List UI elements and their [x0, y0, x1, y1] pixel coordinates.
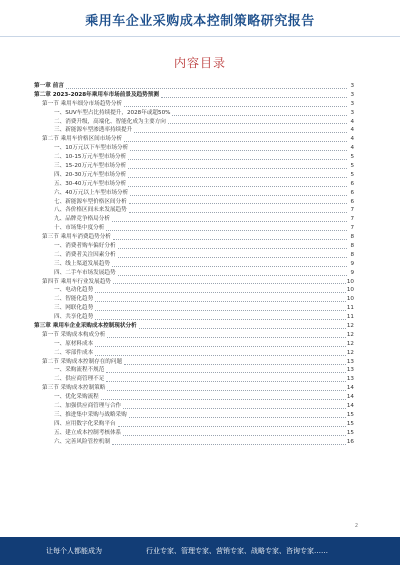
toc-leader-dots — [112, 221, 347, 222]
toc-entry-label: 一、电动化趋势 — [54, 287, 94, 294]
toc-entry-label: 八、各价格区间未来发展趋势 — [54, 207, 127, 214]
toc-entry[interactable] — [34, 340, 354, 349]
toc-entry-page: 3 — [350, 109, 354, 116]
toc-leader-dots — [95, 301, 346, 302]
toc-leader-dots — [124, 364, 346, 365]
toc-leader-dots — [118, 257, 347, 258]
toc-entry[interactable] — [34, 251, 354, 260]
toc-entry[interactable] — [34, 206, 354, 215]
toc-leader-dots — [118, 248, 347, 249]
toc-entry-label: 一、优化采购流程 — [54, 394, 99, 401]
toc-entry-label: 四、20-30万元车型市场分析 — [54, 171, 127, 178]
toc-entry-label: 第一章 前言 — [34, 82, 64, 89]
toc-leader-dots — [168, 123, 347, 124]
toc-entry-label: 一、原材料成本 — [54, 340, 94, 347]
toc-entry[interactable] — [34, 242, 354, 251]
toc-entry-label: 五、30-40万元车型市场分析 — [54, 180, 127, 187]
footer-tagline: 行业专家、管理专家、营销专家、战略专家、咨询专家…… — [146, 547, 328, 555]
toc-entry-label: 四、二手车市场发展趋势 — [54, 269, 116, 276]
toc-leader-dots — [172, 115, 347, 116]
toc-heading: 内容目录 — [173, 56, 226, 70]
toc-entry-label: 四、共享化趋势 — [54, 314, 94, 321]
toc-entry[interactable] — [34, 286, 354, 295]
toc-entry-label: 三、15-20万元车型市场分析 — [54, 163, 127, 169]
toc-entry[interactable] — [34, 393, 354, 402]
toc-entry[interactable] — [34, 109, 354, 118]
toc-leader-dots — [113, 283, 346, 284]
toc-entry-label: 二、智能化趋势 — [54, 296, 94, 303]
toc-entry[interactable] — [34, 233, 354, 242]
toc-leader-dots — [106, 381, 346, 382]
toc-entry-label: 第三节 采购成本控制策略 — [42, 385, 106, 392]
toc-entry-page: 10 — [346, 287, 354, 294]
toc-entry-label: 一、采购流程不规范 — [54, 367, 105, 374]
toc-entry-label: 二、供应商管理不足 — [54, 376, 105, 383]
toc-entry[interactable] — [34, 135, 354, 144]
toc-entry[interactable] — [34, 322, 354, 331]
toc-entry[interactable] — [34, 304, 354, 313]
toc-leader-dots — [128, 159, 347, 160]
toc-entry-label: 六、40万元以上车型市场分析 — [54, 189, 129, 196]
toc-entry-page: 14 — [346, 385, 354, 392]
toc-entry-label: 一、SUV车型占比持续提升，2028年或超50% — [54, 109, 171, 116]
toc-leader-dots — [130, 195, 347, 196]
toc-entry-page: 4 — [350, 136, 354, 143]
toc-entry-label: 三、新能源车型渗透率持续提升 — [54, 127, 133, 134]
toc-entry[interactable] — [34, 358, 354, 367]
toc-leader-dots — [129, 203, 347, 204]
toc-entry[interactable] — [34, 126, 354, 135]
toc-entry-label: 二、消费升级，高端化、智能化成为主要方向 — [54, 118, 166, 125]
toc-entry[interactable] — [34, 82, 354, 91]
toc-leader-dots — [124, 141, 347, 142]
toc-entry-page: 15 — [346, 420, 354, 427]
toc-leader-dots — [118, 275, 347, 276]
toc-entry[interactable] — [34, 171, 354, 180]
toc-entry-label: 第二节 乘用车价格区间市场分析 — [42, 136, 123, 143]
toc-entry[interactable] — [34, 162, 354, 171]
report-title: 乘用车企业采购成本控制策略研究报告 — [85, 14, 315, 29]
toc-entry-page: 6 — [350, 189, 354, 196]
toc-entry[interactable] — [34, 278, 354, 287]
toc-entry-page: 5 — [350, 154, 354, 161]
toc-entry-page: 5 — [350, 163, 354, 169]
toc-entry-label: 第二节 采购成本控制存在的问题 — [42, 358, 123, 365]
toc-leader-dots — [113, 239, 347, 240]
toc-entry-page: 9 — [350, 269, 354, 276]
toc-entry-label: 第一节 乘用车细分市场趋势分析 — [42, 100, 123, 107]
toc-entry-page: 9 — [350, 260, 354, 267]
toc-entry-label: 三、线上渠道发展趋势 — [54, 260, 110, 267]
toc-entry[interactable] — [34, 420, 354, 429]
toc-entry-label: 第四节 乘用车行业发展趋势 — [42, 278, 111, 285]
toc-entry-page: 3 — [350, 82, 354, 89]
toc-entry[interactable] — [34, 331, 354, 340]
toc-entry[interactable] — [34, 402, 354, 411]
toc-leader-dots — [95, 346, 346, 347]
toc-leader-dots — [129, 212, 347, 213]
toc-entry-page: 3 — [350, 91, 354, 98]
toc-entry-page: 10 — [346, 278, 354, 285]
toc-entry-page: 5 — [350, 171, 354, 178]
toc-entry-page: 12 — [346, 331, 354, 338]
toc-entry[interactable] — [34, 411, 354, 420]
toc-entry-page: 16 — [346, 438, 354, 445]
toc-entry[interactable] — [34, 153, 354, 162]
toc-entry-page: 8 — [350, 234, 354, 241]
toc-entry-page: 13 — [346, 358, 354, 365]
toc-entry-label: 十、市场集中度分析 — [54, 225, 105, 232]
toc-entry-label: 一、消费者购车偏好分析 — [54, 243, 116, 250]
toc-entry-label: 一、10万元以下车型市场分析 — [54, 145, 129, 152]
toc-entry[interactable] — [34, 349, 354, 358]
toc-leader-dots — [128, 177, 347, 178]
toc-entry-page: 12 — [346, 349, 354, 356]
toc-leader-dots — [112, 266, 347, 267]
toc-entry[interactable] — [34, 295, 354, 304]
toc-entry[interactable] — [34, 269, 354, 278]
toc-leader-dots — [106, 372, 346, 373]
toc-entry-page: 13 — [346, 367, 354, 374]
toc-entry[interactable] — [34, 215, 354, 224]
table-of-contents — [34, 82, 354, 447]
toc-leader-dots — [130, 150, 347, 151]
toc-leader-dots — [129, 417, 346, 418]
footer-bar — [0, 537, 400, 565]
toc-leader-dots — [134, 132, 347, 133]
toc-entry-label: 五、建立成本控制考核体系 — [54, 429, 122, 436]
toc-leader-dots — [95, 292, 346, 293]
toc-entry[interactable] — [34, 180, 354, 189]
toc-entry-page: 12 — [346, 340, 354, 347]
page-number: 2 — [354, 523, 358, 529]
toc-entry-label: 二、加强供应商管理与合作 — [54, 403, 122, 410]
toc-entry-page: 3 — [350, 100, 354, 107]
toc-leader-dots — [107, 390, 346, 391]
toc-entry[interactable] — [34, 189, 354, 198]
toc-entry-label: 第三章 乘用车企业采购成本控制现状分析 — [34, 323, 137, 330]
toc-entry-page: 15 — [346, 429, 354, 436]
toc-leader-dots — [161, 97, 347, 98]
toc-leader-dots — [101, 399, 346, 400]
toc-entry[interactable] — [34, 429, 354, 438]
toc-leader-dots — [106, 230, 347, 231]
toc-entry-page: 8 — [350, 243, 354, 250]
toc-entry-page: 14 — [346, 403, 354, 410]
toc-entry-label: 第二章 2023-2028年乘用车市场前景及趋势预测 — [34, 91, 159, 98]
toc-entry-page: 7 — [350, 207, 354, 214]
toc-leader-dots — [95, 319, 346, 320]
toc-entry[interactable] — [34, 375, 354, 384]
toc-entry[interactable] — [34, 91, 354, 100]
toc-entry[interactable] — [34, 224, 354, 233]
toc-entry-page: 6 — [350, 180, 354, 187]
toc-leader-dots — [66, 88, 347, 89]
toc-entry[interactable] — [34, 313, 354, 322]
toc-entry-label: 二、10-15万元车型市场分析 — [54, 154, 127, 161]
toc-entry-page: 6 — [350, 198, 354, 205]
toc-entry[interactable] — [34, 438, 354, 447]
toc-entry-page: 11 — [346, 314, 354, 321]
toc-leader-dots — [128, 186, 347, 187]
toc-entry[interactable] — [34, 144, 354, 153]
toc-entry[interactable] — [34, 384, 354, 393]
toc-entry-page: 13 — [346, 376, 354, 383]
toc-entry-label: 二、零部件成本 — [54, 349, 94, 356]
toc-entry-page: 4 — [350, 127, 354, 134]
toc-entry[interactable] — [34, 367, 354, 376]
toc-entry-label: 二、消费者关注因素分析 — [54, 251, 116, 258]
toc-entry[interactable] — [34, 100, 354, 109]
toc-entry-page: 15 — [346, 411, 354, 418]
toc-entry-page: 7 — [350, 225, 354, 232]
toc-entry-label: 三、推进集中采购与战略采购 — [54, 411, 127, 418]
toc-leader-dots — [95, 355, 346, 356]
toc-leader-dots — [107, 337, 346, 338]
toc-leader-dots — [123, 408, 346, 409]
toc-entry-label: 四、应用数字化采购平台 — [54, 420, 116, 427]
toc-entry[interactable] — [34, 118, 354, 127]
toc-leader-dots — [123, 435, 346, 436]
toc-entry-label: 三、网联化趋势 — [54, 305, 94, 312]
toc-entry-page: 10 — [346, 296, 354, 303]
toc-leader-dots — [112, 444, 346, 445]
toc-entry-page: 4 — [350, 145, 354, 152]
toc-leader-dots — [118, 426, 346, 427]
toc-entry[interactable] — [34, 198, 354, 207]
toc-entry[interactable] — [34, 260, 354, 269]
footer-slogan: 让每个人都能成为 — [46, 547, 102, 555]
toc-leader-dots — [139, 328, 346, 329]
toc-entry-page: 14 — [346, 394, 354, 401]
toc-leader-dots — [95, 310, 346, 311]
toc-entry-label: 九、品牌竞争格局分析 — [54, 216, 110, 223]
toc-entry-label: 七、新能源车型价格区间分析 — [54, 198, 127, 205]
toc-entry-label: 第一节 采购成本构成分析 — [42, 331, 106, 338]
report-header — [0, 0, 400, 37]
toc-entry-label: 第三节 乘用车消费趋势分析 — [42, 234, 111, 241]
toc-entry-page: 4 — [350, 118, 354, 125]
toc-leader-dots — [128, 168, 347, 169]
toc-entry-page: 8 — [350, 251, 354, 258]
toc-entry-label: 六、完善风险管控机制 — [54, 438, 110, 445]
toc-entry-page: 11 — [346, 305, 354, 312]
toc-entry-page: 7 — [350, 216, 354, 223]
toc-leader-dots — [124, 106, 347, 107]
toc-entry-page: 12 — [346, 323, 354, 330]
